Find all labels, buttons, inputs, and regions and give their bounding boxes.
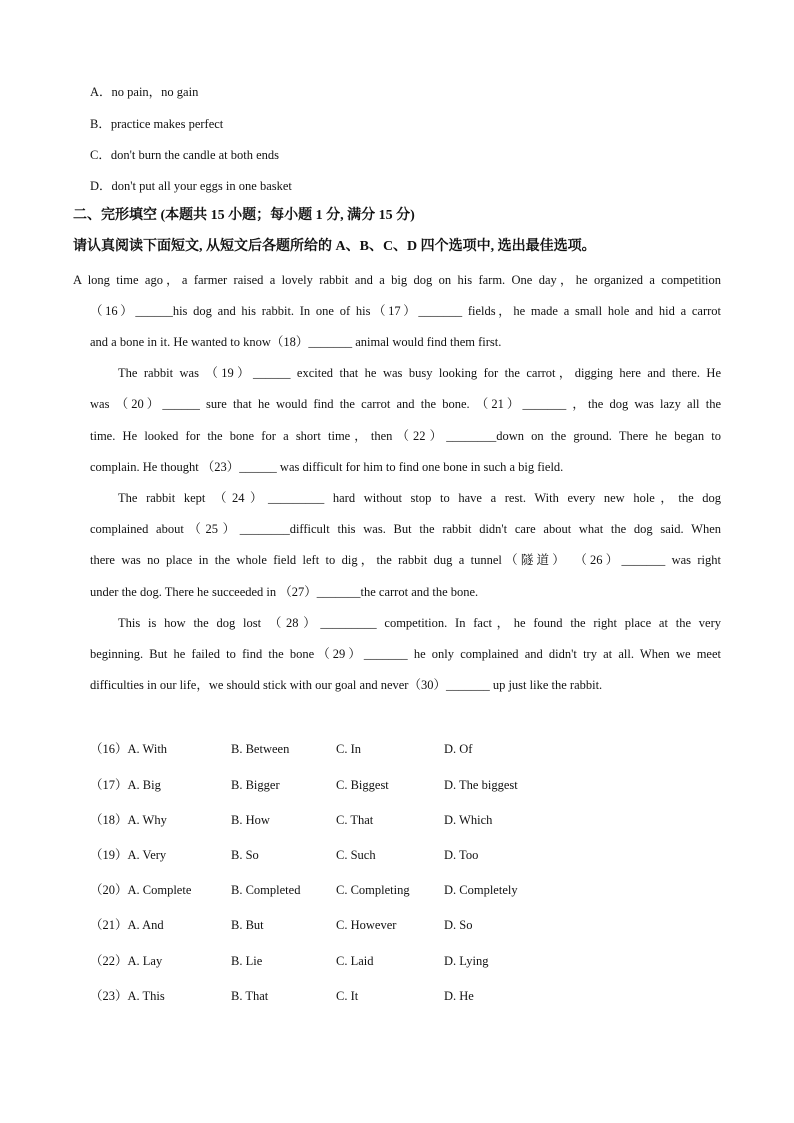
- option-d: D. Completely: [444, 883, 518, 897]
- section-title: 二、完形填空 (本题共 15 小题；每小题 1 分, 满分 15 分): [73, 208, 415, 223]
- option-c: C. It: [336, 989, 359, 1003]
- passage-line: and a bone in it. He wanted to know（18）_______ animal would find them first.: [90, 335, 502, 349]
- passage-line: A long time ago，a farmer raised a lovely rabbit and a big dog on his farm. One day，he organized a competition: [73, 273, 721, 287]
- option-c: C. Laid: [336, 954, 374, 968]
- option-c: C. In: [336, 742, 361, 756]
- option-d: D. He: [444, 989, 474, 1003]
- passage-line: The rabbit kept （24）_________ hard without stop to have a rest. With every new hole，the dog: [118, 491, 721, 505]
- passage-line: under the dog. There he succeeded in （27）_______the carrot and the bone.: [90, 585, 479, 599]
- passage-line: complain. He thought （23）______ was difficult for him to find one bone in such a big field.: [90, 460, 564, 474]
- option-a: （18）A. Why: [90, 813, 167, 827]
- option-b: B. How: [231, 813, 270, 827]
- option-b: B. Bigger: [231, 778, 280, 792]
- option-a: （23）A. This: [90, 989, 165, 1003]
- option-c: C. That: [336, 813, 374, 827]
- option-c: C. However: [336, 918, 397, 932]
- option-c: C. Biggest: [336, 778, 389, 792]
- option-a: （22）A. Lay: [90, 954, 163, 968]
- option-c: C. Such: [336, 848, 376, 862]
- option-b: B. Between: [231, 742, 290, 756]
- passage-line: difficulties in our life，we should stick with our goal and never（30）_______ up just like the rabbit.: [90, 678, 603, 692]
- option-b: B. Completed: [231, 883, 301, 897]
- option-b: B. But: [231, 918, 264, 932]
- option-b: B. That: [231, 989, 269, 1003]
- prev-option-c: C．don't burn the candle at both ends: [90, 148, 280, 162]
- passage-line: complained about（25）________difficult this was. But the rabbit didn't care about what the dog said. When: [90, 522, 721, 536]
- passage-line: This is how the dog lost （28）_________ competition. In fact，he found the right place at the very: [118, 616, 721, 630]
- option-a: （17）A. Big: [90, 778, 161, 792]
- passage-line: time. He looked for the bone for a short time，then（22）________down on the ground. There he began to: [90, 429, 721, 443]
- prev-option-d: D．don't put all your eggs in one basket: [90, 179, 292, 193]
- option-b: B. So: [231, 848, 259, 862]
- option-d: D. The biggest: [444, 778, 518, 792]
- option-a: （20）A. Complete: [90, 883, 192, 897]
- option-d: D. Lying: [444, 954, 489, 968]
- option-a: （16）A. With: [90, 742, 168, 756]
- passage-line: The rabbit was （19）______ excited that he was busy looking for the carrot，digging here and there. He: [118, 366, 721, 380]
- passage-line: was （20）______ sure that he would find the carrot and the bone. （21）_______ ，the dog was lazy all the: [90, 397, 721, 411]
- option-d: D. Which: [444, 813, 493, 827]
- passage-line: there was no place in the whole field left to dig，the rabbit dug a tunnel（隧道） （26）_______ was right: [90, 553, 721, 567]
- passage-line: （16）______his dog and his rabbit. In one of his（17）_______ fields，he made a small hole and hid a carrot: [90, 304, 721, 318]
- passage-line: beginning. But he failed to find the bone（29）_______ he only complained and didn't try at all. When we meet: [90, 647, 721, 661]
- option-d: D. Of: [444, 742, 473, 756]
- option-a: （19）A. Very: [90, 848, 167, 862]
- option-b: B. Lie: [231, 954, 263, 968]
- option-a: （21）A. And: [90, 918, 164, 932]
- section-instruction: 请认真阅读下面短文, 从短文后各题所给的 A、B、C、D 四个选项中, 选出最佳选项。: [73, 239, 596, 254]
- prev-option-a: A．no pain，no gain: [90, 85, 199, 99]
- option-c: C. Completing: [336, 883, 410, 897]
- prev-option-b: B．practice makes perfect: [90, 117, 224, 131]
- option-d: D. So: [444, 918, 473, 932]
- option-d: D. Too: [444, 848, 479, 862]
